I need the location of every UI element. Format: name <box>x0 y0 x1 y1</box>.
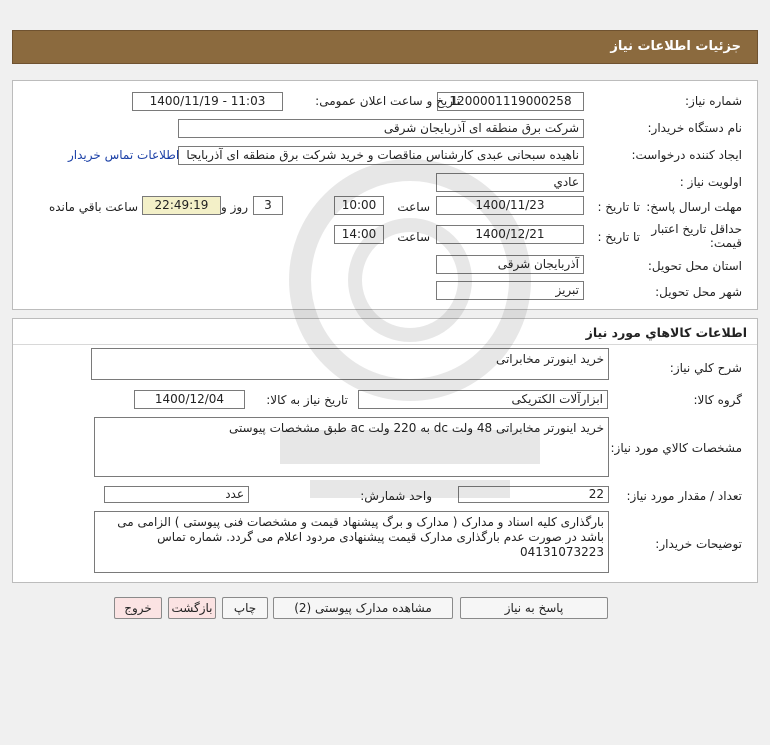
buyer-notes-field: بارگذاری کلیه اسناد و مدارک ( مدارک و برگ پیشنهاد قیمت و مشخصات فنی پیوستی ) الزامی می باشد در صورت عدم بارگذاری مدارک قیمت پیشنهادی مردود اعلام می گردد. شماره تماس 04131073223 <box>94 511 609 573</box>
buyer-org-label: نام دستگاه خریدار: <box>647 121 742 135</box>
reply-time-label: ساعت <box>397 200 430 214</box>
group-label: گروه کالا: <box>693 393 742 407</box>
remaining-time-field: 22:49:19 <box>142 196 221 215</box>
need-date-label: تاریخ نیاز به کالا: <box>266 393 348 407</box>
need-number-label: شماره نیاز: <box>685 94 742 108</box>
desc-label: شرح كلي نياز: <box>669 361 742 375</box>
exit-button[interactable]: خروج <box>114 597 162 619</box>
reply-date-field: 1400/11/23 <box>436 196 584 215</box>
days-label: روز و <box>221 200 248 214</box>
desc-field: خرید اینورتر مخابراتی <box>91 348 609 380</box>
validity-to-date-label: تا تاریخ : <box>597 230 640 244</box>
remaining-time-label: ساعت باقي مانده <box>48 200 138 214</box>
page-title-bar <box>12 30 758 64</box>
need-date-field: 1400/12/04 <box>134 390 245 409</box>
validity-label-line2: قيمت: <box>709 236 742 250</box>
reply-button[interactable]: پاسخ به نیاز <box>460 597 608 619</box>
goods-title: اطلاعات کالاهاي مورد نياز <box>585 325 747 340</box>
unit-field: عدد <box>104 486 249 503</box>
province-field: آذربایجان شرقی <box>436 255 584 274</box>
spec-label: مشخصات كالاي مورد نياز: <box>610 441 742 455</box>
print-button[interactable]: چاپ <box>222 597 268 619</box>
priority-label: اولویت نیاز : <box>679 175 742 189</box>
province-label: استان محل تحویل: <box>647 259 742 273</box>
creator-label: ایجاد کننده درخواست: <box>631 148 742 162</box>
buyer-contact-link[interactable]: اطلاعات تماس خریدار <box>68 148 180 162</box>
attachments-button[interactable]: مشاهده مدارک پیوستی (2) <box>273 597 453 619</box>
reply-time-field: 10:00 <box>334 196 384 215</box>
qty-field: 22 <box>458 486 609 503</box>
page-title: جزئیات اطلاعات نیاز <box>610 39 741 54</box>
qty-label: تعداد / مقدار مورد نیاز: <box>626 489 742 503</box>
validity-label-line1: حداقل تاريخ اعتبار <box>651 222 742 236</box>
reply-deadline-label: مهلت ارسال پاسخ: <box>646 200 742 214</box>
validity-time-label: ساعت <box>397 230 430 244</box>
announce-label: تاریخ و ساعت اعلان عمومی: <box>315 94 460 108</box>
unit-label: واحد شمارش: <box>360 489 432 503</box>
back-button[interactable]: بازگشت <box>168 597 216 619</box>
creator-field: ناهیده سبحانی عبدی کارشناس مناقصات و خرید شرکت برق منطقه ای آذربایجا <box>178 146 584 165</box>
city-label: شهر محل تحویل: <box>655 285 742 299</box>
priority-field: عادي <box>436 173 584 192</box>
buyer-org-field: شرکت برق منطقه ای آذربایجان شرقی <box>178 119 584 138</box>
goods-section-title <box>13 319 757 345</box>
validity-date-field: 1400/12/21 <box>436 225 584 244</box>
announce-field: 1400/11/19 - 11:03 <box>132 92 283 111</box>
reply-to-date-label: تا تاریخ : <box>597 200 640 214</box>
need-info-panel <box>12 80 758 310</box>
group-field: ابزارآلات الکتریکی <box>358 390 608 409</box>
need-number-field: 1200001119000258 <box>437 92 584 111</box>
city-field: تبریز <box>436 281 584 300</box>
validity-time-field: 14:00 <box>334 225 384 244</box>
days-remaining-field: 3 <box>253 196 283 215</box>
buyer-notes-label: توضیحات خریدار: <box>655 537 742 551</box>
spec-field: خرید اینورتر مخابراتی 48 ولت dc به 220 ولت ac طبق مشخصات پیوستی <box>94 417 609 477</box>
